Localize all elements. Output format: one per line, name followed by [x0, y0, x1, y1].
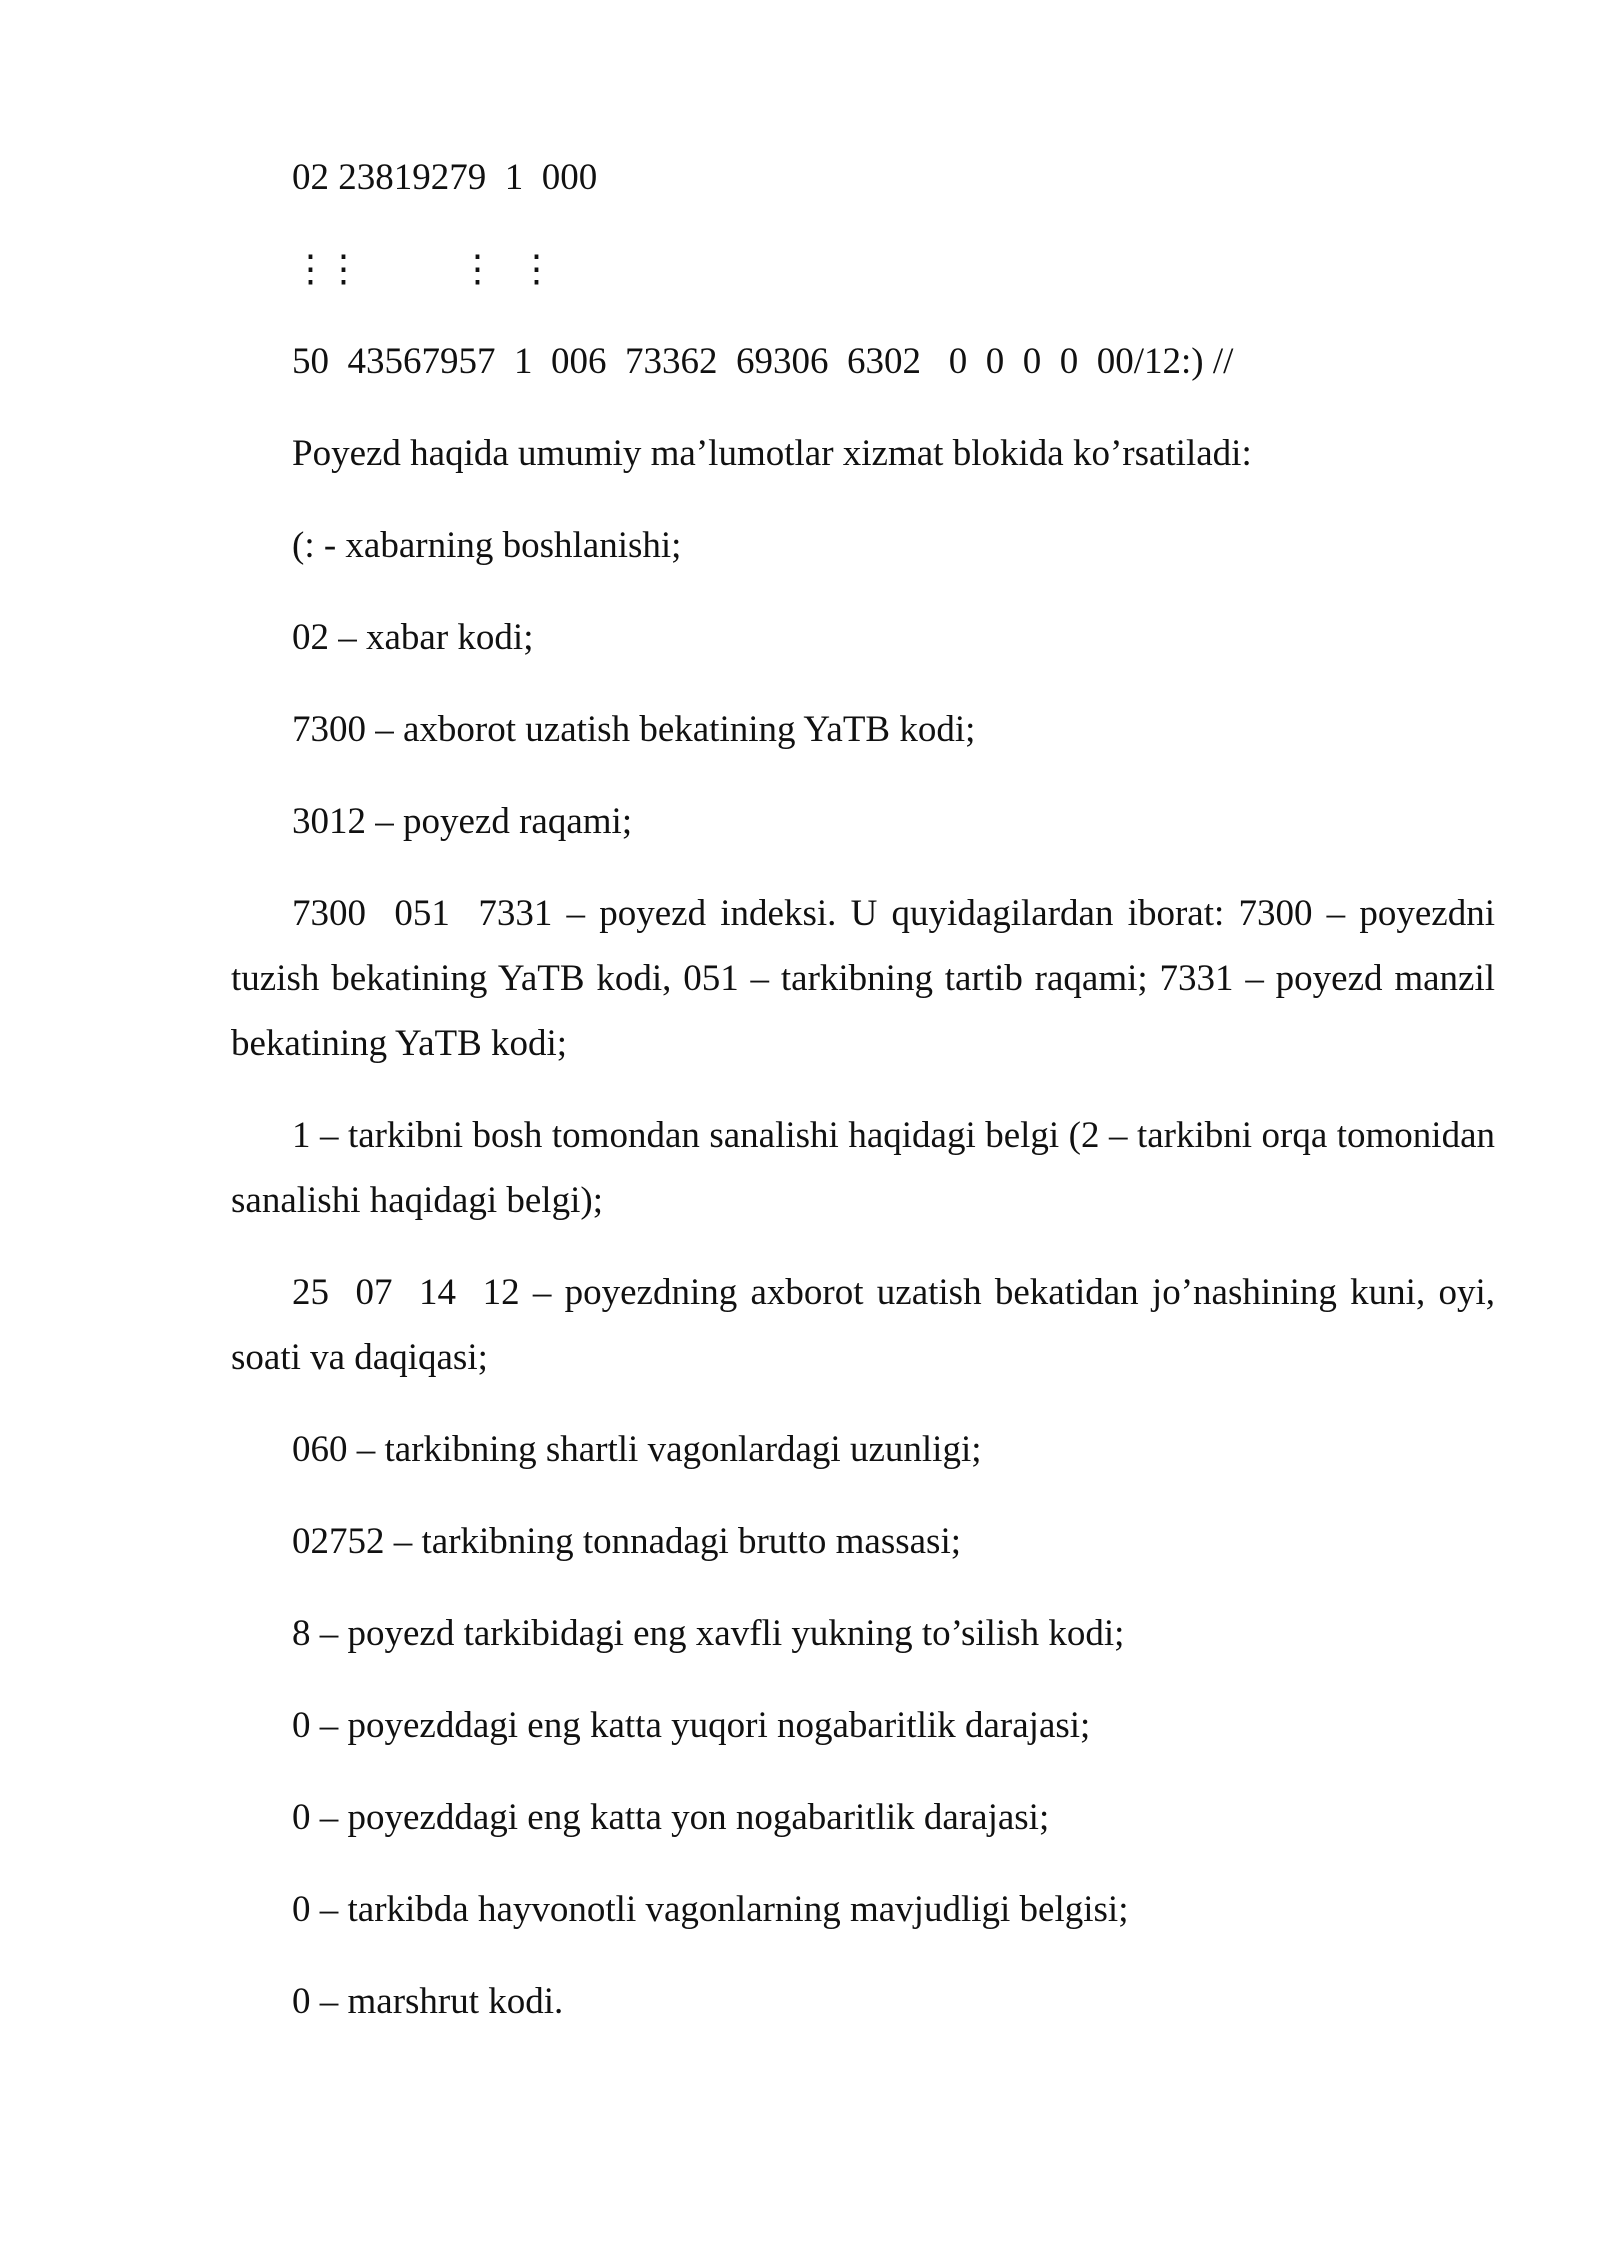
vertical-ellipsis-3: ⋮: [459, 249, 496, 290]
paragraph-item: 0 – tarkibda hayvonotli vagonlarning mavjudligi belgisi;: [292, 1889, 1129, 1930]
paragraph-item: 1 – tarkibni bosh tomondan sanalishi haqidagi belgi (2 – tarkibni orqa tomonidan sanalishi haqidagi belgi);: [231, 1115, 1505, 1221]
paragraph-item: 3012 – poyezd raqami;: [292, 801, 633, 842]
vertical-ellipsis-1: ⋮: [292, 249, 329, 290]
vertical-ellipsis-2: ⋮: [325, 249, 362, 290]
paragraph-item: 7300 – axborot uzatish bekatining YaTB kodi;: [292, 709, 976, 750]
vertical-ellipsis-4: ⋮: [518, 249, 555, 290]
paragraph-item: (: - xabarning boshlanishi;: [292, 525, 682, 566]
paragraph-item: 02 – xabar kodi;: [292, 617, 534, 658]
paragraph-item: 060 – tarkibning shartli vagonlardagi uzunligi;: [292, 1429, 982, 1470]
document-body: [231, 145, 1505, 2061]
ellipsis-row: [231, 237, 1495, 302]
paragraph-intro: Poyezd haqida umumiy ma’lumotlar xizmat blokida ko’rsatiladi:: [292, 433, 1252, 474]
paragraph-item: 0 – marshrut kodi.: [292, 1981, 564, 2022]
paragraph-item: 25 07 14 12 – poyezdning axborot uzatish bekatidan jo’nashining kuni, oyi, soati va daqiqasi;: [231, 1272, 1505, 1378]
code-line-2: 50 43567957 1 006 73362 69306 6302 0 0 0 0 00/12:) //: [292, 341, 1234, 382]
paragraph-item: 7300 051 7331 – poyezd indeksi. U quyidagilardan iborat: 7300 – poyezdni tuzish bekatining YaTB kodi, 051 – tarkibning tartib raqami; 7331 – poyezd manzil bekatining YaTB kodi;: [231, 893, 1505, 1064]
paragraph-item: 02752 – tarkibning tonnadagi brutto massasi;: [292, 1521, 961, 1562]
code-line-1: 02 23819279 1 000: [292, 157, 598, 198]
paragraph-item: 8 – poyezd tarkibidagi eng xavfli yukning to’silish kodi;: [292, 1613, 1125, 1654]
paragraph-item: 0 – poyezddagi eng katta yuqori nogabaritlik darajasi;: [292, 1705, 1091, 1746]
paragraph-item: 0 – poyezddagi eng katta yon nogabaritlik darajasi;: [292, 1797, 1050, 1838]
